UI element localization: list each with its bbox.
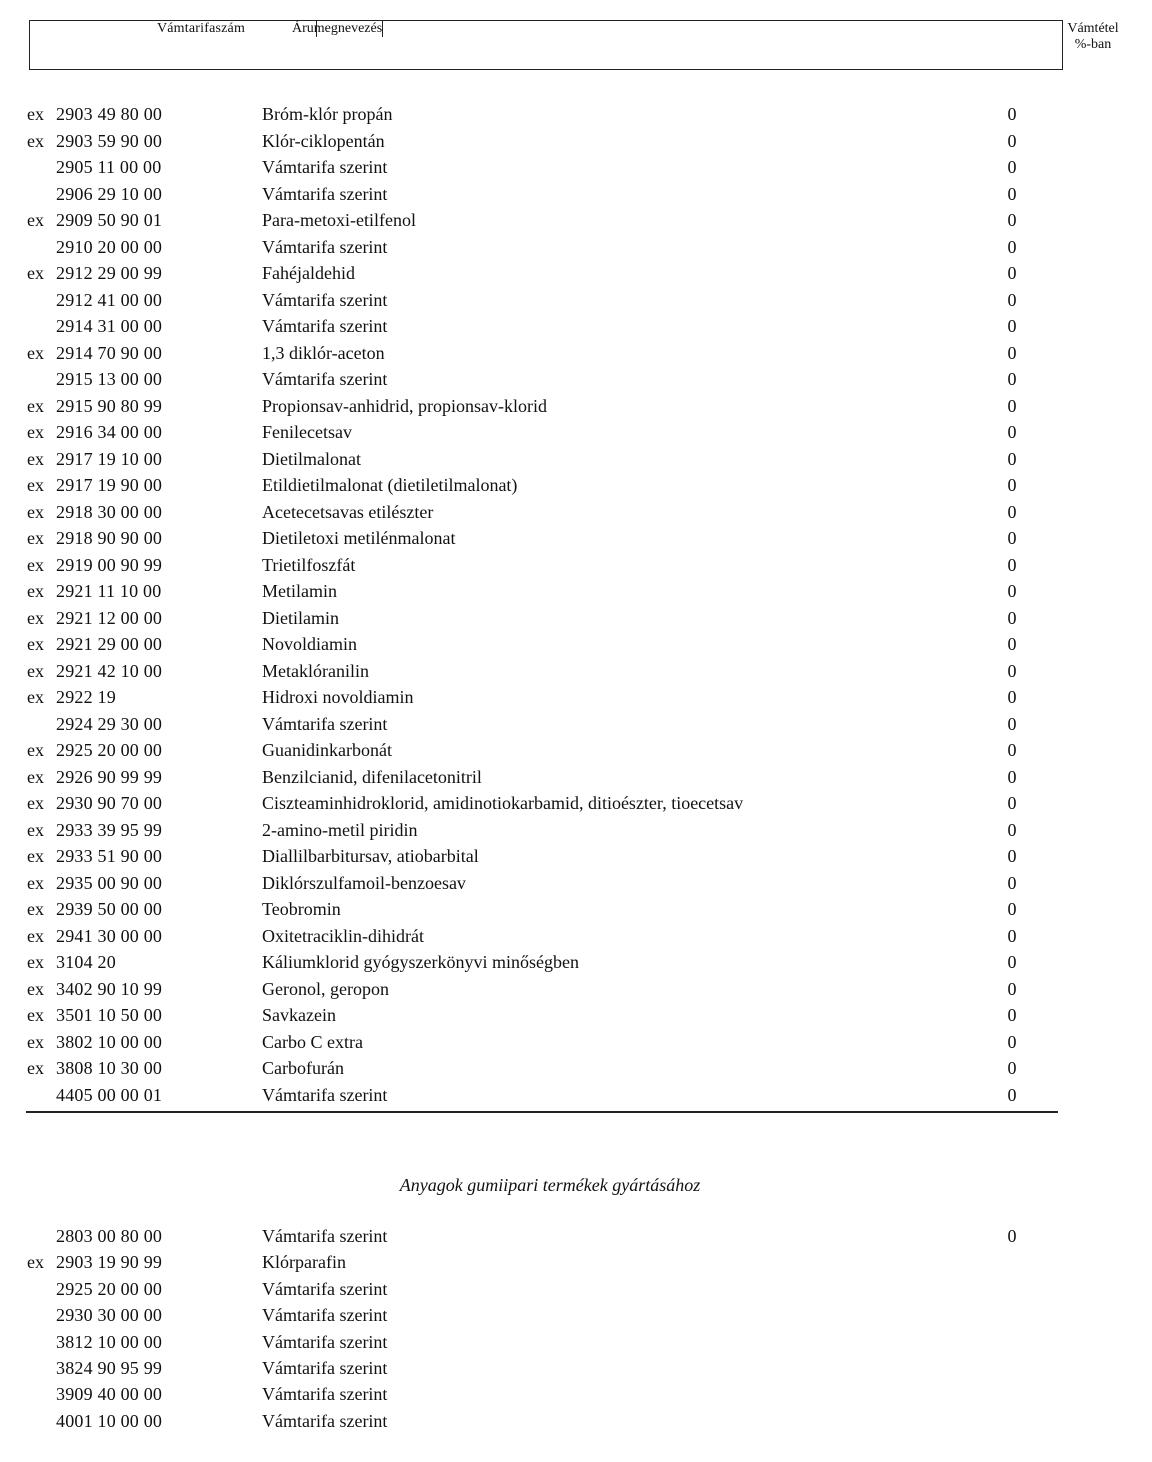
duty-rate: 0 xyxy=(1007,660,1017,681)
table-row xyxy=(0,1381,1100,1407)
duty-rate: 0 xyxy=(1007,501,1017,522)
duty-rate: 0 xyxy=(1007,316,1017,336)
ex-marker: ex xyxy=(27,448,44,469)
tariff-code: 4001 10 00 00 xyxy=(56,1410,163,1431)
tariff-code: 2917 19 10 00 xyxy=(56,448,163,469)
item-description: Klórparafin xyxy=(262,1252,346,1273)
table-row xyxy=(0,1002,1100,1028)
header-code-column xyxy=(86,21,317,37)
table-row xyxy=(0,817,1100,843)
tariff-code: 2922 19 xyxy=(56,687,116,707)
tariff-code: 2918 30 00 00 xyxy=(56,501,163,522)
ex-marker: ex xyxy=(27,1031,44,1052)
table-row xyxy=(0,287,1100,313)
item-description: Savkazein xyxy=(262,1005,336,1025)
table-row xyxy=(0,870,1100,896)
tariff-code: 3802 10 00 00 xyxy=(56,1031,163,1052)
item-description: Metilamin xyxy=(262,581,337,601)
item-description: Fenilecetsav xyxy=(262,422,352,442)
tariff-code: 2803 00 80 00 xyxy=(56,1226,163,1246)
item-description: Hidroxi novoldiamin xyxy=(262,687,414,707)
item-description: Vámtarifa szerint xyxy=(262,1305,388,1326)
item-description: Acetecetsavas etilészter xyxy=(262,501,434,522)
item-description: Novoldiamin xyxy=(262,634,357,654)
tariff-code: 2916 34 00 00 xyxy=(56,422,163,442)
table-row xyxy=(0,631,1100,657)
tariff-code: 2909 50 90 01 xyxy=(56,210,163,230)
ex-marker: ex xyxy=(27,501,44,522)
item-description: Vámtarifa szerint xyxy=(262,157,388,177)
ex-marker: ex xyxy=(27,872,44,893)
tariff-code: 2926 90 99 99 xyxy=(56,766,163,787)
header-code-label: Vámtarifaszám xyxy=(156,21,246,36)
tariff-code: 2903 49 80 00 xyxy=(56,104,163,124)
item-description: Vámtarifa szerint xyxy=(262,1084,388,1105)
duty-rate: 0 xyxy=(1007,766,1017,787)
table-row xyxy=(0,976,1100,1002)
header-description-column xyxy=(292,21,383,37)
item-description: Vámtarifa szerint xyxy=(262,369,388,389)
ex-marker: ex xyxy=(27,978,44,999)
tariff-code: 2925 20 00 00 xyxy=(56,740,163,760)
duty-rate: 0 xyxy=(1007,1084,1017,1105)
tariff-code: 3402 90 10 99 xyxy=(56,978,163,999)
ex-marker: ex xyxy=(27,528,44,548)
tariff-code: 2921 12 00 00 xyxy=(56,607,163,628)
duty-rate: 0 xyxy=(1007,793,1017,813)
item-description: Diklórszulfamoil-benzoesav xyxy=(262,872,466,893)
tariff-code: 2912 29 00 99 xyxy=(56,263,163,283)
duty-rate: 0 xyxy=(1007,1058,1017,1078)
ex-marker: ex xyxy=(27,819,44,840)
ex-marker: ex xyxy=(27,687,44,707)
header-rate-label-line1: Vámtétel xyxy=(1067,21,1119,36)
duty-rate: 0 xyxy=(1007,369,1017,389)
table-row xyxy=(0,843,1100,869)
duty-rate: 0 xyxy=(1007,448,1017,469)
table-row xyxy=(0,896,1100,922)
tariff-code: 2910 20 00 00 xyxy=(56,236,163,257)
duty-rate: 0 xyxy=(1007,342,1017,363)
section-title: Anyagok gumiipari termékek gyártásához xyxy=(399,1175,701,1195)
item-description: Vámtarifa szerint xyxy=(262,236,388,257)
table-row xyxy=(0,313,1100,339)
item-description: Dietilmalonat xyxy=(262,448,361,469)
duty-rate: 0 xyxy=(1007,607,1017,628)
ex-marker: ex xyxy=(27,422,44,442)
duty-rate: 0 xyxy=(1007,104,1017,124)
ex-marker: ex xyxy=(27,925,44,946)
table-row xyxy=(0,1249,1100,1275)
item-description: Vámtarifa szerint xyxy=(262,1410,388,1431)
tariff-code: 2930 90 70 00 xyxy=(56,793,163,813)
ex-marker: ex xyxy=(27,395,44,416)
table-row xyxy=(0,949,1100,975)
duty-rate: 0 xyxy=(1007,713,1017,734)
tariff-code: 2903 19 90 99 xyxy=(56,1252,163,1273)
item-description: Vámtarifa szerint xyxy=(262,1331,388,1352)
table-row xyxy=(0,1223,1100,1249)
table-row xyxy=(0,128,1100,154)
table-row xyxy=(0,578,1100,604)
tariff-code: 2924 29 30 00 xyxy=(56,713,163,734)
table-row xyxy=(0,446,1100,472)
ex-marker: ex xyxy=(27,1252,44,1273)
table-row xyxy=(0,154,1100,180)
ex-marker: ex xyxy=(27,793,44,813)
duty-rate: 0 xyxy=(1007,475,1017,495)
tariff-code: 2933 51 90 00 xyxy=(56,846,163,866)
table-row xyxy=(0,101,1100,127)
table-row xyxy=(0,1029,1100,1055)
duty-rate: 0 xyxy=(1007,236,1017,257)
tariff-code: 2919 00 90 99 xyxy=(56,554,163,575)
tariff-code: 3824 90 95 99 xyxy=(56,1358,163,1378)
table-row xyxy=(0,181,1100,207)
item-description: Oxitetraciklin-dihidrát xyxy=(262,925,424,946)
tariff-code: 2914 31 00 00 xyxy=(56,316,163,336)
tariff-code: 2917 19 90 00 xyxy=(56,475,163,495)
table-row xyxy=(0,1329,1100,1355)
duty-rate: 0 xyxy=(1007,952,1017,972)
tariff-code: 3812 10 00 00 xyxy=(56,1331,163,1352)
table-end-rule xyxy=(26,1111,1058,1113)
duty-rate: 0 xyxy=(1007,581,1017,601)
ex-marker: ex xyxy=(27,104,44,124)
ex-marker: ex xyxy=(27,740,44,760)
item-description: Para-metoxi-etilfenol xyxy=(262,210,416,230)
ex-marker: ex xyxy=(27,581,44,601)
item-description: Vámtarifa szerint xyxy=(262,713,388,734)
table-row xyxy=(0,1055,1100,1081)
table-row xyxy=(0,1082,1100,1108)
item-description: Dietiletoxi metilénmalonat xyxy=(262,528,456,548)
ex-marker: ex xyxy=(27,554,44,575)
duty-rate: 0 xyxy=(1007,872,1017,893)
item-description: Vámtarifa szerint xyxy=(262,289,388,310)
table-row xyxy=(0,1408,1100,1434)
tariff-code: 2921 29 00 00 xyxy=(56,634,163,654)
item-description: Vámtarifa szerint xyxy=(262,183,388,204)
tariff-code: 2941 30 00 00 xyxy=(56,925,163,946)
item-description: Guanidinkarbonát xyxy=(262,740,392,760)
duty-rate: 0 xyxy=(1007,183,1017,204)
item-description: Diallilbarbitursav, atiobarbital xyxy=(262,846,479,866)
tariff-code: 2905 11 00 00 xyxy=(56,157,162,177)
header-description-label: Árumegnevezés xyxy=(292,21,383,36)
item-description: Vámtarifa szerint xyxy=(262,1358,388,1378)
ex-marker: ex xyxy=(27,634,44,654)
table-row xyxy=(0,260,1100,286)
table-row xyxy=(0,499,1100,525)
item-description: Propionsav-anhidrid, propionsav-klorid xyxy=(262,395,547,416)
duty-rate: 0 xyxy=(1007,130,1017,151)
duty-rate: 0 xyxy=(1007,263,1017,283)
tariff-code: 2939 50 00 00 xyxy=(56,899,163,919)
duty-rate: 0 xyxy=(1007,395,1017,416)
table-row xyxy=(0,923,1100,949)
duty-rate: 0 xyxy=(1007,1031,1017,1052)
tariff-code: 2930 30 00 00 xyxy=(56,1305,163,1326)
ex-marker: ex xyxy=(27,846,44,866)
item-description: Benzilcianid, difenilacetonitril xyxy=(262,766,482,787)
duty-rate: 0 xyxy=(1007,1005,1017,1025)
table-row xyxy=(0,234,1100,260)
item-description: Trietilfoszfát xyxy=(262,554,356,575)
duty-rate: 0 xyxy=(1007,157,1017,177)
table-row xyxy=(0,366,1100,392)
item-description: Teobromin xyxy=(262,899,341,919)
item-description: Metaklóranilin xyxy=(262,660,369,681)
tariff-code: 2912 41 00 00 xyxy=(56,289,163,310)
table-row xyxy=(0,1355,1100,1381)
tariff-code: 2921 11 10 00 xyxy=(56,581,162,601)
duty-rate: 0 xyxy=(1007,210,1017,230)
item-description: Káliumklorid gyógyszerkönyvi minőségben xyxy=(262,952,579,972)
table-row xyxy=(0,684,1100,710)
duty-rate: 0 xyxy=(1007,819,1017,840)
duty-rate: 0 xyxy=(1007,289,1017,310)
item-description: 2-amino-metil piridin xyxy=(262,819,418,840)
item-description: Etildietilmalonat (dietiletilmalonat) xyxy=(262,475,518,495)
duty-rate: 0 xyxy=(1007,899,1017,919)
ex-marker: ex xyxy=(27,210,44,230)
tariff-code: 3104 20 xyxy=(56,952,116,972)
duty-rate: 0 xyxy=(1007,554,1017,575)
table-row xyxy=(0,393,1100,419)
duty-rate: 0 xyxy=(1007,740,1017,760)
tariff-code: 2933 39 95 99 xyxy=(56,819,163,840)
table-row xyxy=(0,1302,1100,1328)
item-description: Fahéjaldehid xyxy=(262,263,355,283)
ex-marker: ex xyxy=(27,1058,44,1078)
table-row xyxy=(0,658,1100,684)
item-description: Carbo C extra xyxy=(262,1031,363,1052)
table-row xyxy=(0,207,1100,233)
ex-marker: ex xyxy=(27,342,44,363)
ex-marker: ex xyxy=(27,899,44,919)
ex-marker: ex xyxy=(27,952,44,972)
ex-marker: ex xyxy=(27,475,44,495)
duty-rate: 0 xyxy=(1007,687,1017,707)
item-description: 1,3 diklór-aceton xyxy=(262,342,385,363)
table-row xyxy=(0,737,1100,763)
item-description: Klór-ciklopentán xyxy=(262,130,385,151)
ex-marker: ex xyxy=(27,607,44,628)
item-description: Bróm-klór propán xyxy=(262,104,393,124)
ex-marker: ex xyxy=(27,130,44,151)
table-row xyxy=(0,419,1100,445)
tariff-code: 2921 42 10 00 xyxy=(56,660,163,681)
item-description: Vámtarifa szerint xyxy=(262,1278,388,1299)
duty-rate: 0 xyxy=(1007,978,1017,999)
tariff-code: 2906 29 10 00 xyxy=(56,183,163,204)
item-description: Dietilamin xyxy=(262,607,339,628)
duty-rate: 0 xyxy=(1007,634,1017,654)
item-description: Vámtarifa szerint xyxy=(262,316,388,336)
table-row xyxy=(0,340,1100,366)
table-row xyxy=(0,525,1100,551)
table-row xyxy=(0,764,1100,790)
ex-marker: ex xyxy=(27,263,44,283)
ex-marker: ex xyxy=(27,1005,44,1025)
table-row xyxy=(0,472,1100,498)
header-rate-label-line2: %-ban xyxy=(1074,37,1112,52)
table-row xyxy=(0,1276,1100,1302)
tariff-code: 2903 59 90 00 xyxy=(56,130,163,151)
header-rate-column xyxy=(1034,21,1152,53)
tariff-code: 2915 90 80 99 xyxy=(56,395,163,416)
duty-rate: 0 xyxy=(1007,1226,1017,1246)
item-description: Vámtarifa szerint xyxy=(262,1226,388,1246)
duty-rate: 0 xyxy=(1007,422,1017,442)
duty-rate: 0 xyxy=(1007,528,1017,548)
tariff-code: 2915 13 00 00 xyxy=(56,369,163,389)
tariff-code: 2914 70 90 00 xyxy=(56,342,163,363)
table-header xyxy=(29,20,1119,70)
tariff-code: 2925 20 00 00 xyxy=(56,1278,163,1299)
item-description: Carbofurán xyxy=(262,1058,344,1078)
ex-marker: ex xyxy=(27,766,44,787)
tariff-code: 2918 90 90 00 xyxy=(56,528,163,548)
tariff-code: 3909 40 00 00 xyxy=(56,1384,163,1405)
item-description: Ciszteaminhidroklorid, amidinotiokarbamid, ditioészter, tioecetsav xyxy=(262,793,744,813)
tariff-code: 2935 00 90 00 xyxy=(56,872,163,893)
table-row xyxy=(0,711,1100,737)
table-row xyxy=(0,552,1100,578)
item-description: Vámtarifa szerint xyxy=(262,1384,388,1405)
tariff-code: 4405 00 00 01 xyxy=(56,1084,163,1105)
duty-rate: 0 xyxy=(1007,846,1017,866)
table-row xyxy=(0,790,1100,816)
ex-marker: ex xyxy=(27,660,44,681)
tariff-code: 3808 10 30 00 xyxy=(56,1058,163,1078)
tariff-code: 3501 10 50 00 xyxy=(56,1005,163,1025)
duty-rate: 0 xyxy=(1007,925,1017,946)
table-row xyxy=(0,605,1100,631)
item-description: Geronol, geropon xyxy=(262,978,389,999)
